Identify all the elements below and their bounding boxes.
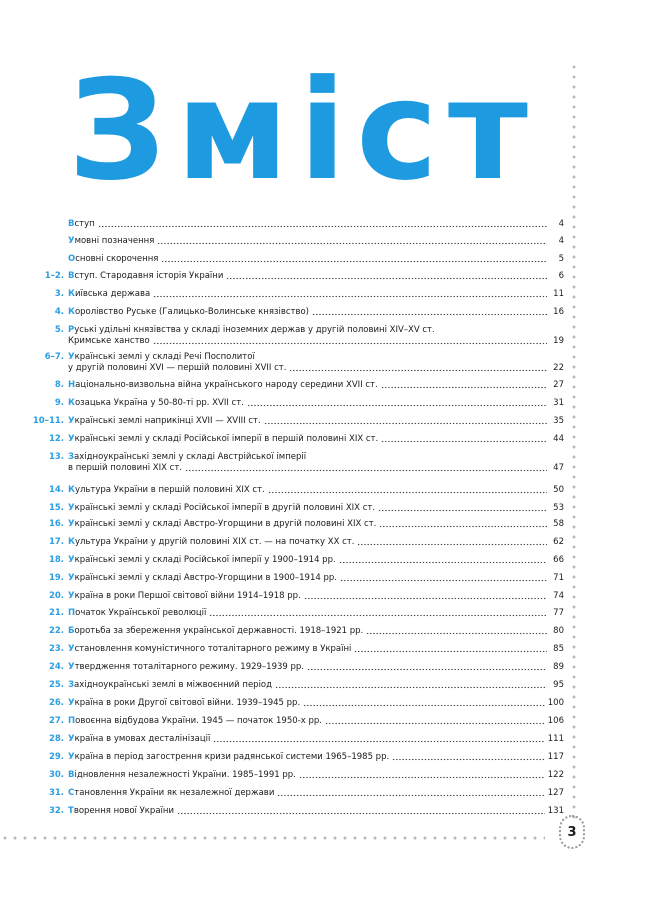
- toc-entry-initial: О: [68, 254, 76, 264]
- toc-entry-line: [68, 626, 564, 637]
- dot-leader: [325, 719, 545, 725]
- toc-entry-number: 13.: [48, 452, 64, 462]
- toc-entry-initial: У: [68, 752, 75, 762]
- toc-entry-initial: К: [68, 307, 75, 317]
- toc-entry-initial: У: [68, 591, 75, 601]
- toc-entry-title: Установлення комуністичного тоталітарного режиму в Україні: [68, 644, 352, 654]
- toc-entry-number: 26.: [48, 698, 64, 708]
- dot-leader: [312, 310, 547, 316]
- toc-entry-number: 19.: [48, 573, 64, 583]
- dot-leader: [177, 809, 545, 815]
- toc-entry-title: Українські землі у складі Російської імперії в першій половині XIX ст.: [68, 434, 379, 444]
- toc-entry-initial: П: [68, 608, 76, 618]
- toc-entry-page: 80: [553, 626, 564, 636]
- toc-entry-title: Київська держава: [68, 289, 151, 299]
- toc-entry-initial: У: [68, 434, 75, 444]
- toc-entry-initial: У: [68, 573, 75, 583]
- toc-entry-number: 22.: [48, 626, 64, 636]
- toc-entry-title: Культура України в першій половині XIX ст.: [68, 485, 265, 495]
- toc-entry-title: Українські землі у складі Австро-Угорщини в другій половині XIX ст.: [68, 519, 377, 529]
- toc-entry-page: 22: [553, 362, 564, 373]
- toc-entry-title: Україна в роки Першої світової війни 1914–1918 рр.: [68, 591, 301, 601]
- toc-entry-page: 100: [547, 698, 564, 708]
- toc-entry-page: 66: [553, 555, 564, 565]
- toc-entry-title: Україна в умовах десталінізації: [68, 734, 211, 744]
- toc-entry-initial: У: [68, 734, 75, 744]
- toc-entry-initial: В: [68, 271, 75, 281]
- dot-leader: [307, 665, 547, 671]
- toc-entry-initial: З: [68, 452, 75, 462]
- dot-leader: [357, 540, 547, 546]
- toc-entry-page: 77: [553, 608, 564, 618]
- toc-entry-line: [68, 452, 306, 463]
- toc-entry-line: [68, 698, 564, 709]
- dot-leader: [268, 488, 547, 494]
- toc-entry-page: 74: [553, 591, 564, 601]
- dot-leader: [354, 647, 547, 653]
- toc-entry-line: [68, 519, 564, 530]
- toc-entry-number: 14.: [48, 485, 64, 495]
- toc-entry-number: 28.: [48, 734, 64, 744]
- toc-entry-line: [68, 352, 255, 363]
- dot-leader: [275, 683, 547, 689]
- toc-entry-number: 9.: [54, 398, 64, 408]
- toc-entry-line: [68, 219, 564, 230]
- toc-entry-initial: В: [68, 219, 75, 229]
- toc-entry-page: 4: [558, 236, 564, 246]
- toc-entry-initial: У: [68, 644, 75, 654]
- toc-entry-number: 29.: [48, 752, 64, 762]
- toc-entry-title: Творення нової України: [68, 806, 174, 816]
- toc-entry-number: 4.: [54, 307, 64, 317]
- toc-entry-page: 89: [553, 662, 564, 672]
- toc-entry-page: 6: [558, 271, 564, 281]
- toc-entry-number: 31.: [48, 788, 64, 798]
- toc-entry-title: Утвердження тоталітарного режиму. 1929–1939 рр.: [68, 662, 304, 672]
- toc-entry-line: [68, 788, 564, 799]
- dot-leader: [299, 773, 545, 779]
- toc-entry-line: [68, 806, 564, 817]
- toc-entry-page: 50: [553, 485, 564, 495]
- toc-entry-title: Українські землі у складі Російської імперії в другій половині XIX ст.: [68, 503, 376, 513]
- toc-entry-page: 71: [553, 573, 564, 583]
- toc-entry-line: [68, 416, 564, 427]
- toc-entry-line: [68, 485, 564, 496]
- toc-entry-initial: У: [68, 416, 75, 426]
- dot-leader: [226, 274, 547, 280]
- toc-entry-page: 85: [553, 644, 564, 654]
- toc-entry-page: 5: [558, 254, 564, 264]
- toc-entry-line: [68, 734, 564, 745]
- toc-entry-initial: У: [68, 698, 75, 708]
- toc-entry-page: 106: [547, 716, 564, 726]
- toc-entry-title: Руські удільні князівства у складі іноземних держав у другій половині XIV–XV ст.: [68, 325, 435, 335]
- toc-entry-initial: У: [68, 662, 75, 672]
- toc-entry-initial: У: [68, 555, 75, 565]
- dot-leader: [153, 339, 547, 345]
- dot-leader: [213, 737, 544, 743]
- toc-entry-number: 23.: [48, 644, 64, 654]
- toc-entry-number: 10–11.: [32, 416, 64, 426]
- dot-leader: [289, 366, 547, 372]
- dot-leader: [247, 401, 547, 407]
- toc-entry-title: Західноукраїнські землі у складі Австрійської імперії: [68, 452, 307, 462]
- dot-leader: [185, 466, 547, 472]
- toc-entry-line: [68, 573, 564, 584]
- toc-entry-line: [68, 716, 564, 727]
- dot-leader: [340, 576, 547, 582]
- toc-entry-page: 122: [547, 770, 564, 780]
- toc-entry-line: [68, 503, 564, 514]
- toc-entry-title: Українські землі у складі Австро-Угорщини в 1900–1914 рр.: [68, 573, 337, 583]
- dot-leader: [303, 701, 545, 707]
- dot-leader: [381, 383, 547, 389]
- toc-entry-line: [68, 336, 564, 347]
- dot-leader: [264, 419, 547, 425]
- toc-entry-initial: К: [68, 398, 75, 408]
- toc-entry-line: [68, 380, 564, 391]
- toc-entry-number: 24.: [48, 662, 64, 672]
- toc-entry-number: 17.: [48, 537, 64, 547]
- dot-leader: [157, 239, 547, 245]
- toc-entry-title: Повоєнна відбудова України. 1945 — початок 1950-х рр.: [68, 716, 322, 726]
- toc-entry-line: [68, 434, 564, 445]
- toc-entry-page: 35: [553, 416, 564, 426]
- toc-entry-number: 18.: [48, 555, 64, 565]
- toc-entry-initial: З: [68, 680, 75, 690]
- toc-entry-initial: У: [68, 519, 75, 529]
- toc-entry-line: [68, 289, 564, 300]
- toc-entry-number: 1–2.: [44, 271, 64, 281]
- toc-entry-title: Українські землі у складі Речі Посполитої: [68, 352, 255, 362]
- toc-entry-line: [68, 254, 564, 265]
- toc-entry-number: 20.: [48, 591, 64, 601]
- toc-entry-page: 27: [553, 380, 564, 390]
- toc-entry-initial: У: [68, 352, 75, 362]
- toc-entry-title: Українські землі у складі Російської імперії у 1900–1914 рр.: [68, 555, 336, 565]
- dotted-border-right: [572, 62, 576, 824]
- toc-entry-page: 31: [553, 398, 564, 408]
- dot-leader: [339, 558, 547, 564]
- toc-entry-number: 16.: [48, 519, 64, 529]
- toc-entry-line: [68, 307, 564, 318]
- toc-entry-initial: К: [68, 537, 75, 547]
- toc-entry-number: 32.: [48, 806, 64, 816]
- toc-entry-line: [68, 398, 564, 409]
- toc-entry-title: Королівство Руське (Галицько-Волинське князівство): [68, 307, 309, 317]
- toc-entry-number: 12.: [48, 434, 64, 444]
- toc-entry-title: Становлення України як незалежної держави: [68, 788, 275, 798]
- toc-entry-page: 53: [553, 503, 564, 513]
- toc-entry-title: Українські землі наприкінці XVII — XVIII ст.: [68, 416, 261, 426]
- toc-entry-initial: В: [68, 770, 75, 780]
- dot-leader: [378, 506, 547, 512]
- toc-entry-title: Умовні позначення: [68, 236, 155, 246]
- toc-entry-page: 127: [547, 788, 564, 798]
- toc-entry-page: 16: [553, 307, 564, 317]
- toc-entry-title: Національно-визвольна війна українського народу середини XVII ст.: [68, 380, 378, 390]
- dot-leader: [366, 629, 547, 635]
- toc-entry-line: [68, 537, 564, 548]
- toc-entry-line: [68, 644, 564, 655]
- dotted-border-bottom: [0, 836, 545, 840]
- toc-entry-title: Кримське ханство: [68, 335, 150, 346]
- toc-entry-title: Відновлення незалежності України. 1985–1991 рр.: [68, 770, 296, 780]
- toc-entry-line: [68, 555, 564, 566]
- toc-entry-title: в першій половині XIX ст.: [68, 462, 182, 473]
- toc-entry-line: [68, 770, 564, 781]
- toc-entry-initial: С: [68, 788, 75, 798]
- dot-leader: [392, 755, 545, 761]
- toc-entry-page: 11: [553, 289, 564, 299]
- toc-entry-page: 4: [558, 219, 564, 229]
- toc-entry-title: Початок Української революції: [68, 608, 207, 618]
- toc-entry-initial: К: [68, 485, 75, 495]
- toc-entry-number: 25.: [48, 680, 64, 690]
- toc-entry-initial: У: [68, 503, 75, 513]
- toc-entry-title: Вступ. Стародавня історія України: [68, 271, 224, 281]
- toc-entry-title: Культура України у другій половині XIX ст. — на початку XX ст.: [68, 537, 355, 547]
- dot-leader: [98, 222, 547, 228]
- toc-entry-number: 15.: [48, 503, 64, 513]
- toc-entry-page: 47: [553, 462, 564, 473]
- dot-leader: [277, 791, 544, 797]
- toc-entry-line: [68, 463, 564, 474]
- toc-entry-page: 131: [547, 806, 564, 816]
- toc-entry-initial: Б: [68, 626, 75, 636]
- toc-entry-line: [68, 236, 564, 247]
- toc-entry-page: 95: [553, 680, 564, 690]
- toc-entry-line: [68, 271, 564, 282]
- toc-entry-line: [68, 680, 564, 691]
- dot-leader: [209, 611, 547, 617]
- toc-entry-initial: Р: [68, 325, 75, 335]
- toc-entry-title: у другій половині XVI — першій половині XVII ст.: [68, 362, 287, 373]
- toc-entry-number: 30.: [48, 770, 64, 780]
- toc-entry-initial: К: [68, 289, 75, 299]
- toc-entry-initial: Т: [68, 806, 74, 816]
- toc-entry-number: 21.: [48, 608, 64, 618]
- toc-entry-line: [68, 752, 564, 763]
- toc-entry-page: 58: [553, 519, 564, 529]
- toc-entry-line: [68, 363, 564, 374]
- dot-leader: [381, 437, 547, 443]
- toc-entry-page: 111: [547, 734, 564, 744]
- toc-entry-page: 19: [553, 335, 564, 346]
- toc-entry-line: [68, 325, 435, 336]
- page-number-badge: 3: [559, 815, 585, 849]
- toc-entry-title: Західноукраїнські землі в міжвоєнний період: [68, 680, 273, 690]
- toc-entry-line: [68, 608, 564, 619]
- toc-entry-page: 62: [553, 537, 564, 547]
- toc-entry-number: 27.: [48, 716, 64, 726]
- toc-entry-title: Основні скорочення: [68, 254, 159, 264]
- toc-entry-line: [68, 662, 564, 673]
- toc-entry-number: 3.: [54, 289, 64, 299]
- toc-entry-initial: П: [68, 716, 76, 726]
- dot-leader: [304, 594, 547, 600]
- dot-leader: [161, 257, 547, 263]
- dot-leader: [379, 522, 547, 528]
- dot-leader: [153, 292, 547, 298]
- toc-entry-initial: Н: [68, 380, 76, 390]
- toc-entry-title: Вступ: [68, 219, 95, 229]
- toc-entry-title: Україна в період загострення кризи радянської системи 1965–1985 рр.: [68, 752, 390, 762]
- toc-entry-number: 6–7.: [44, 352, 64, 362]
- toc-entry-title: Україна в роки Другої світової війни. 1939–1945 рр.: [68, 698, 301, 708]
- toc-entry-number: 5.: [54, 325, 64, 335]
- toc-entry-number: 8.: [54, 380, 64, 390]
- toc-entry-title: Козацька Україна у 50-80-ті рр. XVII ст.: [68, 398, 244, 408]
- toc-entry-title: Боротьба за збереження української державності. 1918–1921 рр.: [68, 626, 364, 636]
- toc-entry-line: [68, 591, 564, 602]
- toc-entry-initial: У: [68, 236, 75, 246]
- page-title: Зміст: [68, 50, 538, 211]
- toc-entry-page: 117: [547, 752, 564, 762]
- toc-entry-page: 44: [553, 434, 564, 444]
